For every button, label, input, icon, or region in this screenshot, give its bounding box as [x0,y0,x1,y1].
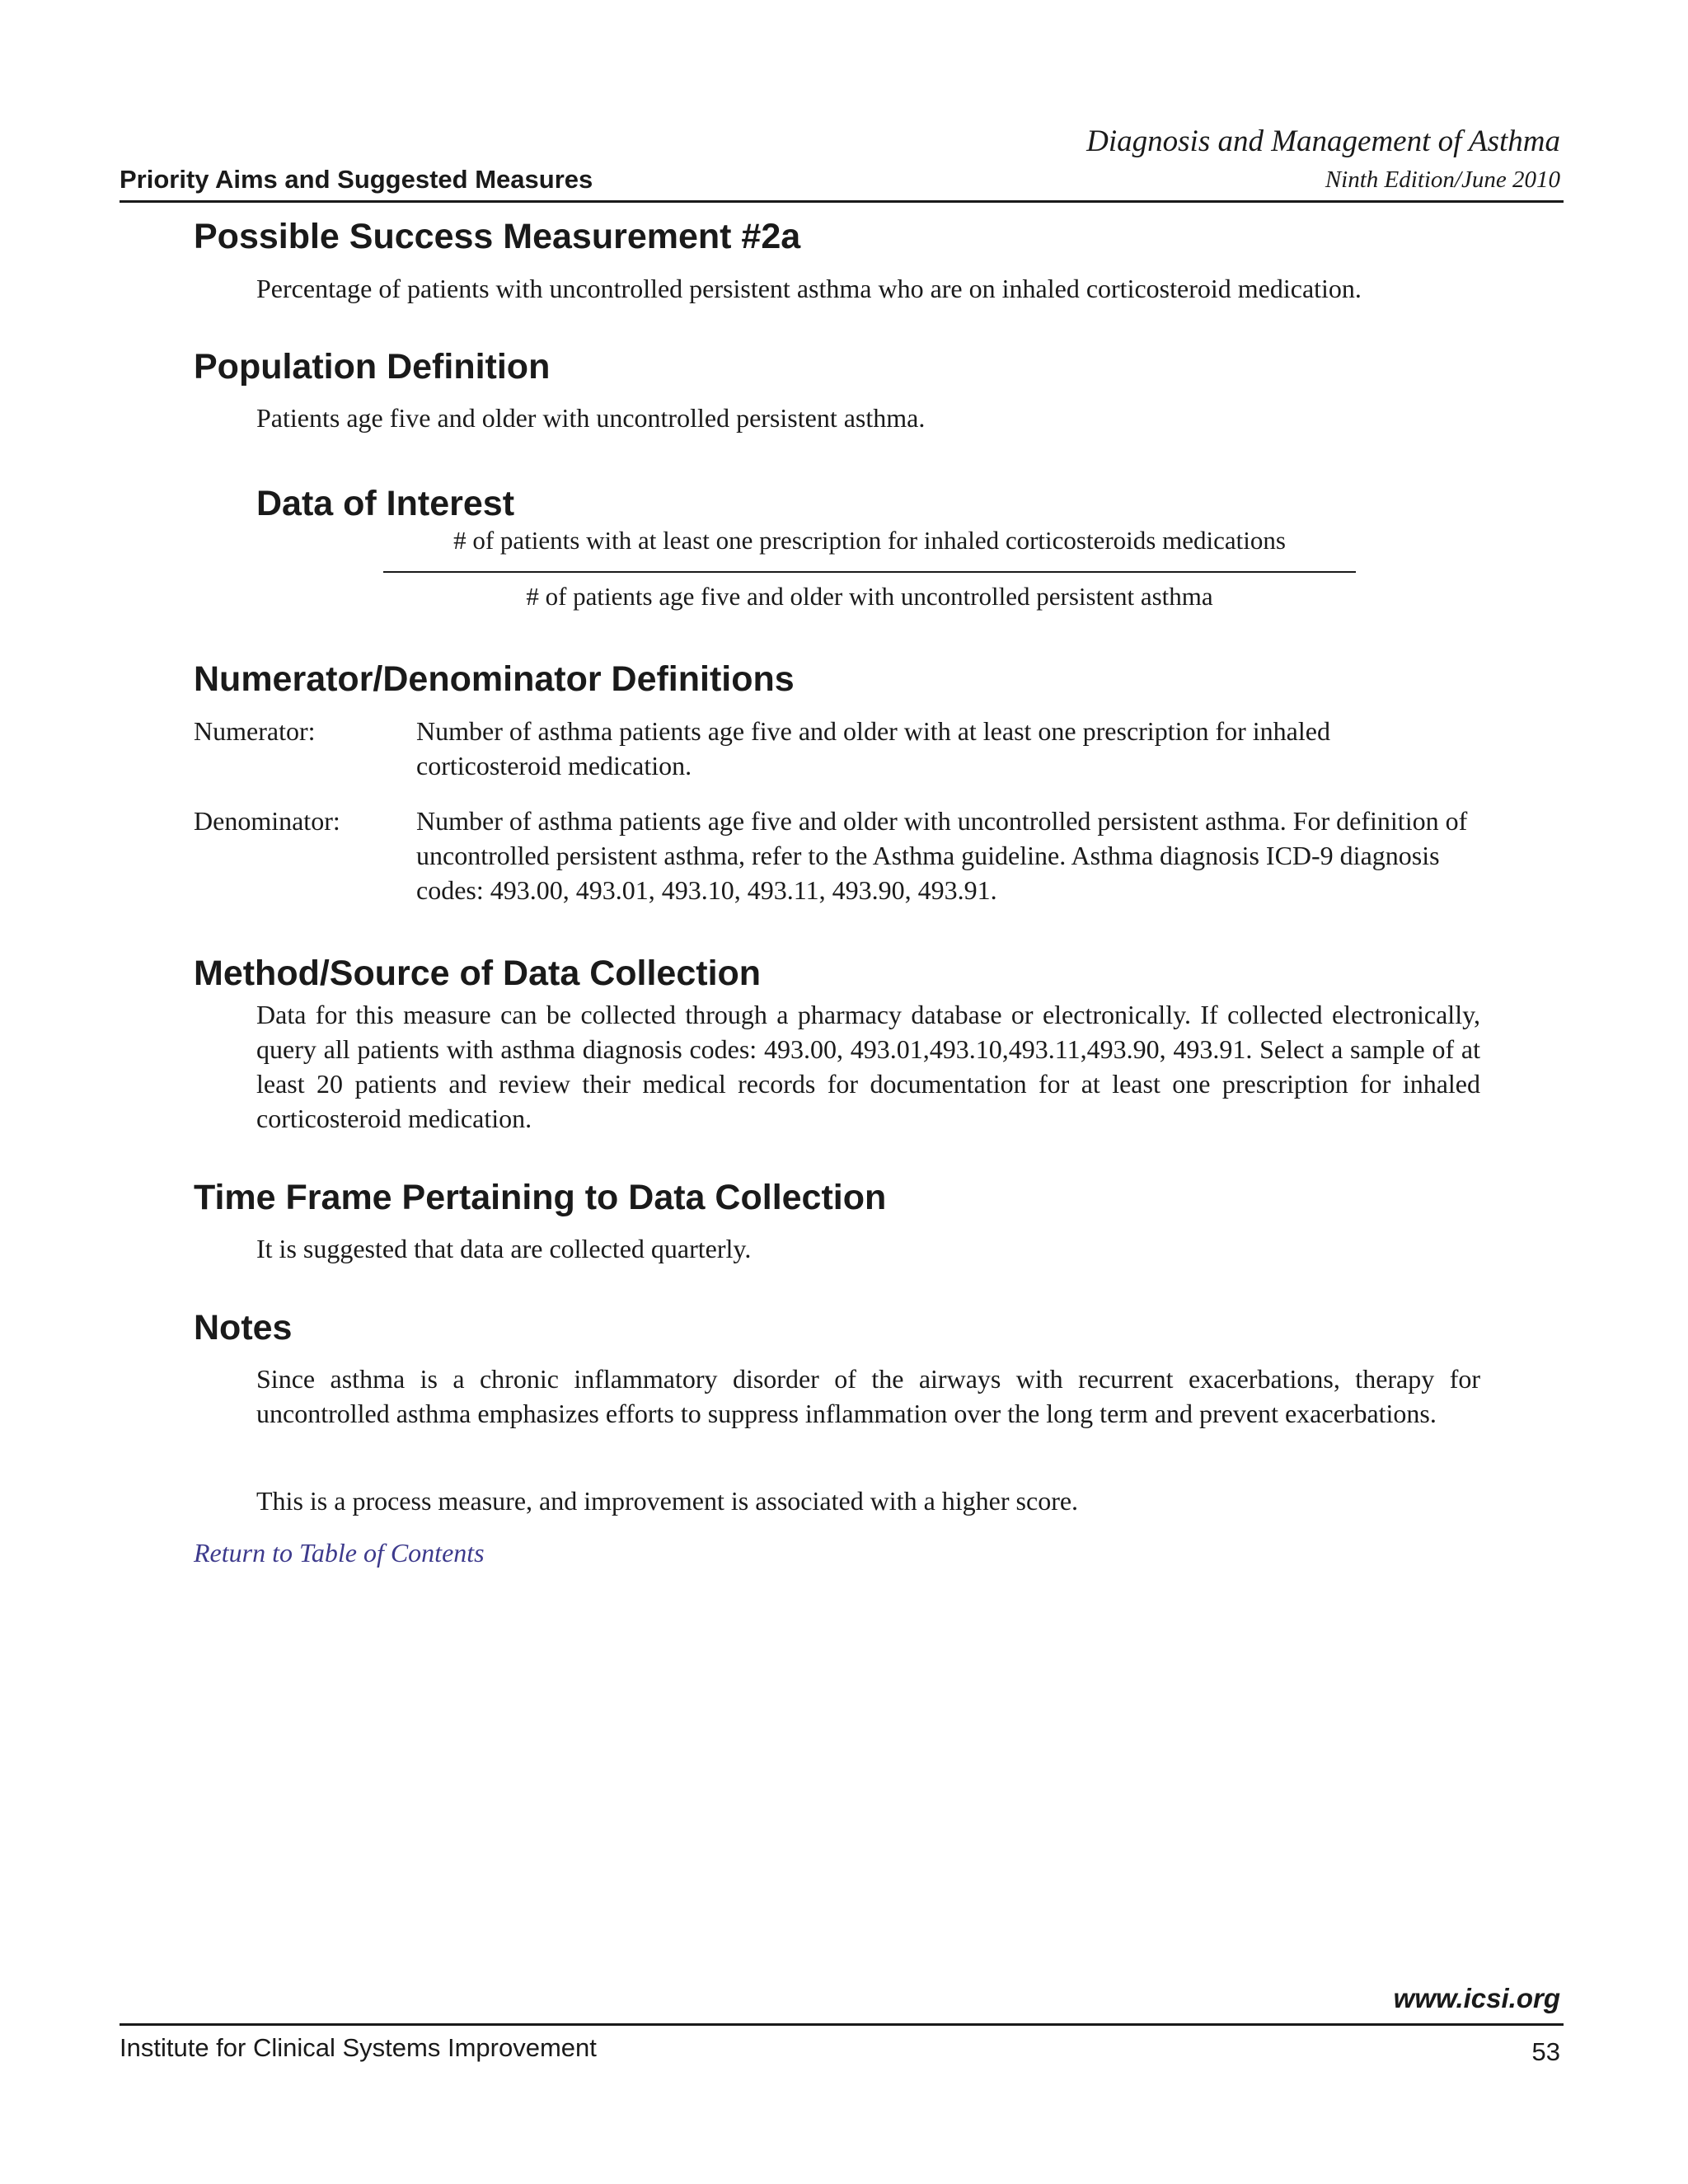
page-number: 53 [1531,2037,1560,2066]
population-text: Patients age five and older with uncontrolled persistent asthma. [256,403,926,433]
time-frame-heading: Time Frame Pertaining to Data Collection [194,1178,887,1217]
notes-paragraph-1: Since asthma is a chronic inflammatory disorder of the airways with recurrent exacerbations, therapy for uncontrolled asthma emphasizes efforts to suppress inflammation over the long term and prevent exacerbations. [256,1364,1480,1428]
data-of-interest-heading: Data of Interest [256,484,515,523]
method-text: Data for this measure can be collected through a pharmacy database or electronically. If collected electronically, query all patients with asthma diagnosis codes: 493.00, 493.01,493.10,493.11,493.90, 493.91. Select a sample of at least 20 patients and review their medical records for documentation for at least one prescription for inhaled corticosteroid medication. [256,1000,1480,1133]
denominator-definition: Number of asthma patients age five and older with uncontrolled persistent asthma. For definition of uncontrolled persistent asthma, refer to the Asthma guideline. Asthma diagnosis ICD-9 diagnosis codes: 493.00, 493.01, 493.10, 493.11, 493.90, 493.91. [416,806,1468,905]
measurement-text: Percentage of patients with uncontrolled persistent asthma who are on inhaled corticosteroid medication. [256,274,1362,303]
fraction-numerator: # of patients with at least one prescription for inhaled corticosteroids medications [453,526,1286,555]
notes-heading: Notes [194,1308,293,1347]
footer-divider [120,2023,1564,2026]
definitions-heading: Numerator/Denominator Definitions [194,659,795,699]
edition-label: Ninth Edition/June 2010 [1325,166,1560,193]
numerator-label: Numerator: [194,716,316,746]
notes-paragraph-2: This is a process measure, and improvement is associated with a higher score. [256,1486,1079,1516]
fraction-bar [383,571,1356,573]
measurement-heading: Possible Success Measurement #2a [194,217,801,256]
section-title: Priority Aims and Suggested Measures [120,165,593,194]
fraction-denominator: # of patients age five and older with uncontrolled persistent asthma [526,582,1213,611]
numerator-definition: Number of asthma patients age five and older with at least one prescription for inhaled corticosteroid medication. [416,716,1330,780]
return-to-toc-link[interactable]: Return to Table of Contents [194,1538,485,1568]
header-divider [120,200,1564,203]
document-title: Diagnosis and Management of Asthma [1086,124,1560,158]
website-url[interactable]: www.icsi.org [1393,1983,1560,2013]
denominator-label: Denominator: [194,806,340,836]
time-frame-text: It is suggested that data are collected quarterly. [256,1234,752,1263]
organization-name: Institute for Clinical Systems Improvement [120,2033,597,2062]
method-heading: Method/Source of Data Collection [194,954,762,993]
population-heading: Population Definition [194,347,551,387]
